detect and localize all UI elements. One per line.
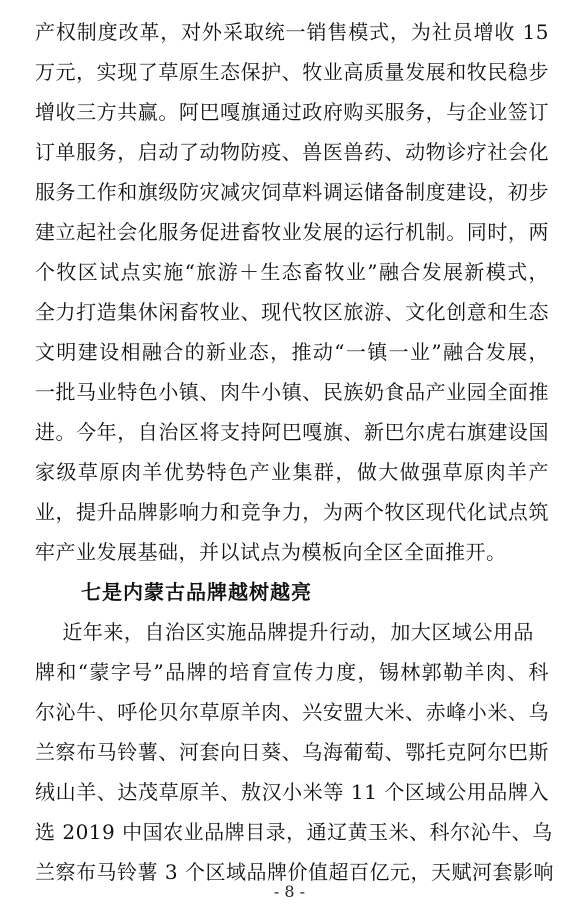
text-line: 绒山羊、达茂草原羊、敖汉小米等 11 个区域公用品牌入 [35,780,549,804]
page-number: - 8 - [273,882,306,901]
text-line: 近年来，自治区实施品牌提升行动，加大区域公用品 [35,620,534,644]
text-line: 兰察布马铃薯、河套向日葵、乌海葡萄、鄂托克阿尔巴斯 [35,740,549,764]
text-line: 建立起社会化服务促进畜牧业发展的运行机制。同时，两 [35,220,549,244]
text-line: 个牧区试点实施“旅游＋生态畜牧业”融合发展新模式， [35,260,549,284]
section-heading: 七是内蒙古品牌越树越亮 [81,580,312,604]
text-line: 订单服务，启动了动物防疫、兽医兽药、动物诊疗社会化 [35,140,549,164]
text-line: 牌和“蒙字号”品牌的培育宣传力度，锡林郭勒羊肉、科 [35,660,549,684]
text-line: 选 2019 中国农业品牌目录，通辽黄玉米、科尔沁牛、乌 [35,820,553,844]
text-line: 尔沁牛、呼伦贝尔草原羊肉、兴安盟大米、赤峰小米、乌 [35,700,549,724]
text-line: 增收三方共赢。阿巴嘎旗通过政府购买服务，与企业签订 [35,100,549,124]
text-line: 进。今年，自治区将支持阿巴嘎旗、新巴尔虎右旗建设国 [35,420,549,444]
text-line: 万元，实现了草原生态保护、牧业高质量发展和牧民稳步 [35,60,549,84]
text-line: 一批马业特色小镇、肉牛小镇、民族奶食品产业园全面推 [35,380,549,404]
text-line: 兰察布马铃薯 3 个区域品牌价值超百亿元，天赋河套影响 [35,860,554,884]
text-line: 产权制度改革，对外采取统一销售模式，为社员增收 15 [35,20,549,44]
text-line: 全力打造集休闲畜牧业、现代牧区旅游、文化创意和生态 [35,300,549,324]
text-line: 业，提升品牌影响力和竞争力，为两个牧区现代化试点筑 [35,500,549,524]
text-line: 文明建设相融合的新业态，推动“一镇一业”融合发展， [35,340,549,364]
text-line: 家级草原肉羊优势特色产业集群，做大做强草原肉羊产 [35,460,549,484]
body-text [35,12,554,892]
text-line: 服务工作和旗级防灾减灾饲草料调运储备制度建设，初步 [35,180,549,204]
text-line: 牢产业发展基础，并以试点为模板向全区全面推开。 [35,540,507,564]
